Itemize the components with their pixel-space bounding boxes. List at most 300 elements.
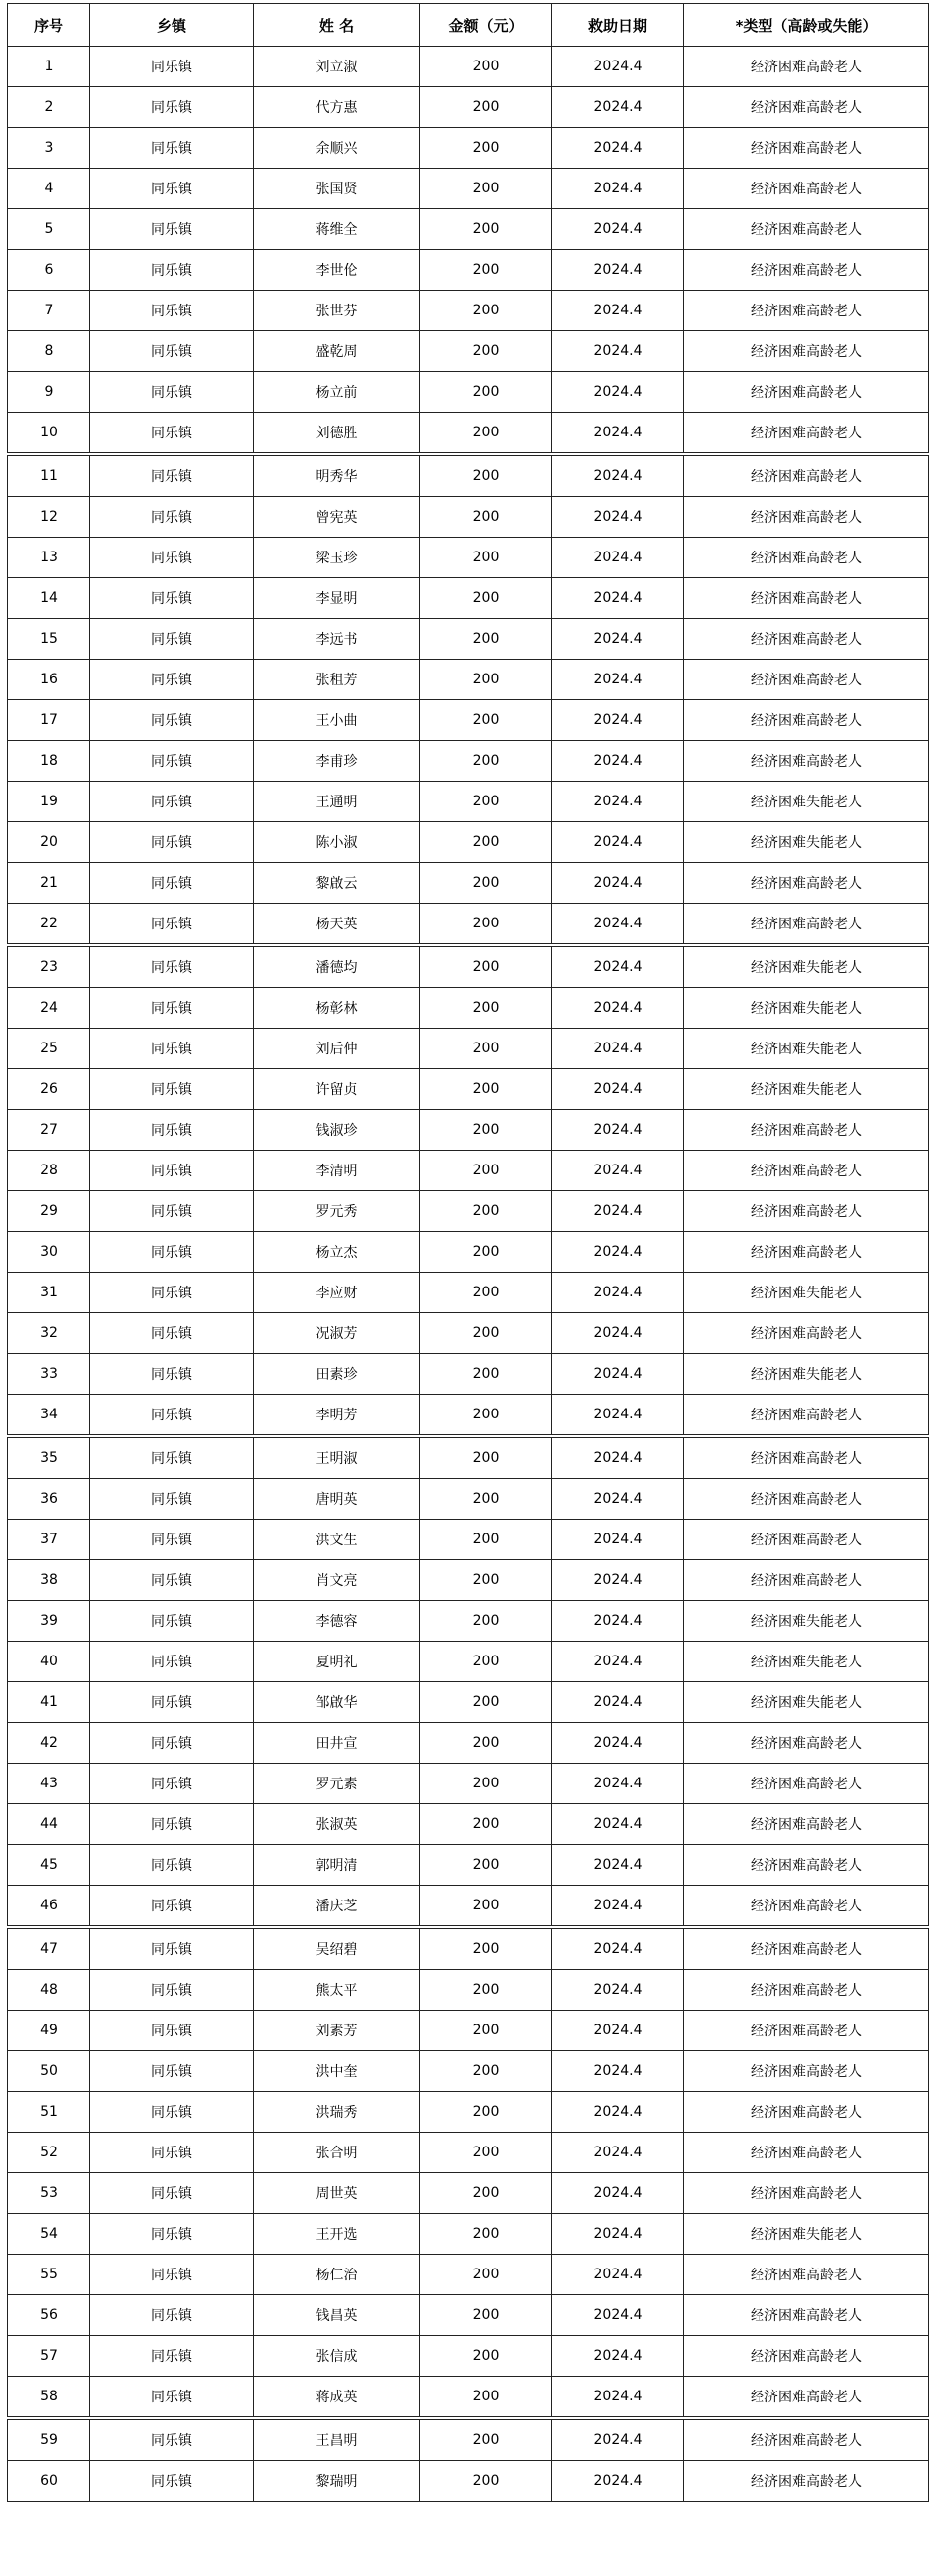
cell-seq: 37	[8, 1520, 90, 1560]
table-row	[8, 1110, 929, 1151]
table-row	[8, 700, 929, 741]
cell-town: 同乐镇	[90, 741, 254, 782]
cell-amount: 200	[420, 782, 552, 822]
cell-amount: 200	[420, 660, 552, 700]
table-row	[8, 904, 929, 946]
cell-name: 张国贤	[254, 169, 420, 209]
cell-seq: 35	[8, 1436, 90, 1479]
cell-type: 经济困难高龄老人	[684, 2173, 929, 2214]
cell-type: 经济困难高龄老人	[684, 1560, 929, 1601]
table-row	[8, 2051, 929, 2092]
cell-town: 同乐镇	[90, 2377, 254, 2419]
cell-date: 2024.4	[552, 822, 684, 863]
cell-town: 同乐镇	[90, 1151, 254, 1191]
cell-amount: 200	[420, 2051, 552, 2092]
cell-amount: 200	[420, 822, 552, 863]
cell-type: 经济困难高龄老人	[684, 1845, 929, 1886]
cell-date: 2024.4	[552, 2173, 684, 2214]
cell-name: 洪瑞秀	[254, 2092, 420, 2133]
cell-name: 刘德胜	[254, 413, 420, 455]
cell-name: 李世伦	[254, 250, 420, 291]
cell-date: 2024.4	[552, 1354, 684, 1395]
cell-town: 同乐镇	[90, 619, 254, 660]
cell-date: 2024.4	[552, 904, 684, 946]
table-row	[8, 1970, 929, 2011]
cell-town: 同乐镇	[90, 2295, 254, 2336]
table-row	[8, 1804, 929, 1845]
cell-town: 同乐镇	[90, 1682, 254, 1723]
cell-date: 2024.4	[552, 1723, 684, 1764]
cell-date: 2024.4	[552, 2377, 684, 2419]
cell-seq: 12	[8, 497, 90, 538]
table-row	[8, 2011, 929, 2051]
cell-name: 许留贞	[254, 1069, 420, 1110]
cell-date: 2024.4	[552, 578, 684, 619]
cell-town: 同乐镇	[90, 87, 254, 128]
cell-seq: 46	[8, 1886, 90, 1928]
cell-amount: 200	[420, 2214, 552, 2255]
cell-seq: 51	[8, 2092, 90, 2133]
table-row	[8, 2092, 929, 2133]
table-row	[8, 47, 929, 87]
cell-name: 黎瑞明	[254, 2461, 420, 2502]
cell-seq: 60	[8, 2461, 90, 2502]
cell-seq: 4	[8, 169, 90, 209]
cell-name: 刘素芳	[254, 2011, 420, 2051]
cell-seq: 38	[8, 1560, 90, 1601]
table-row	[8, 87, 929, 128]
cell-seq: 1	[8, 47, 90, 87]
cell-type: 经济困难失能老人	[684, 1354, 929, 1395]
cell-seq: 3	[8, 128, 90, 169]
cell-amount: 200	[420, 1069, 552, 1110]
cell-date: 2024.4	[552, 2133, 684, 2173]
cell-amount: 200	[420, 331, 552, 372]
cell-type: 经济困难高龄老人	[684, 209, 929, 250]
cell-name: 李清明	[254, 1151, 420, 1191]
cell-town: 同乐镇	[90, 2173, 254, 2214]
cell-seq: 58	[8, 2377, 90, 2419]
cell-date: 2024.4	[552, 619, 684, 660]
cell-amount: 200	[420, 209, 552, 250]
cell-type: 经济困难高龄老人	[684, 1886, 929, 1928]
cell-type: 经济困难高龄老人	[684, 1764, 929, 1804]
cell-type: 经济困难高龄老人	[684, 741, 929, 782]
cell-type: 经济困难高龄老人	[684, 700, 929, 741]
cell-amount: 200	[420, 1764, 552, 1804]
cell-seq: 7	[8, 291, 90, 331]
cell-amount: 200	[420, 1313, 552, 1354]
cell-amount: 200	[420, 291, 552, 331]
cell-name: 曾宪英	[254, 497, 420, 538]
cell-type: 经济困难高龄老人	[684, 1151, 929, 1191]
cell-seq: 20	[8, 822, 90, 863]
cell-date: 2024.4	[552, 2011, 684, 2051]
cell-seq: 59	[8, 2418, 90, 2461]
header-type: *类型（高龄或失能）	[684, 4, 929, 47]
cell-town: 同乐镇	[90, 2418, 254, 2461]
cell-date: 2024.4	[552, 250, 684, 291]
cell-type: 经济困难高龄老人	[684, 1723, 929, 1764]
cell-amount: 200	[420, 1723, 552, 1764]
cell-seq: 25	[8, 1029, 90, 1069]
table-body	[8, 47, 929, 2502]
cell-town: 同乐镇	[90, 1232, 254, 1273]
cell-name: 杨彰林	[254, 988, 420, 1029]
cell-type: 经济困难高龄老人	[684, 454, 929, 497]
cell-date: 2024.4	[552, 1886, 684, 1928]
cell-amount: 200	[420, 2133, 552, 2173]
cell-seq: 10	[8, 413, 90, 455]
cell-name: 吴绍碧	[254, 1927, 420, 1970]
cell-town: 同乐镇	[90, 1886, 254, 1928]
cell-name: 张租芳	[254, 660, 420, 700]
cell-amount: 200	[420, 1804, 552, 1845]
table-row	[8, 1845, 929, 1886]
cell-town: 同乐镇	[90, 1560, 254, 1601]
table-row	[8, 1232, 929, 1273]
cell-name: 唐明英	[254, 1479, 420, 1520]
cell-name: 刘后仲	[254, 1029, 420, 1069]
cell-town: 同乐镇	[90, 1601, 254, 1642]
cell-type: 经济困难失能老人	[684, 1273, 929, 1313]
cell-type: 经济困难高龄老人	[684, 619, 929, 660]
cell-town: 同乐镇	[90, 1804, 254, 1845]
table-row	[8, 2133, 929, 2173]
cell-type: 经济困难高龄老人	[684, 2255, 929, 2295]
cell-amount: 200	[420, 1642, 552, 1682]
cell-town: 同乐镇	[90, 1436, 254, 1479]
cell-seq: 9	[8, 372, 90, 413]
cell-town: 同乐镇	[90, 331, 254, 372]
cell-amount: 200	[420, 2011, 552, 2051]
cell-town: 同乐镇	[90, 128, 254, 169]
cell-seq: 22	[8, 904, 90, 946]
cell-name: 洪中奎	[254, 2051, 420, 2092]
table-row	[8, 863, 929, 904]
cell-town: 同乐镇	[90, 1354, 254, 1395]
table-row	[8, 619, 929, 660]
cell-name: 邹啟华	[254, 1682, 420, 1723]
cell-name: 罗元素	[254, 1764, 420, 1804]
cell-seq: 6	[8, 250, 90, 291]
table-row	[8, 1069, 929, 1110]
cell-amount: 200	[420, 1354, 552, 1395]
cell-amount: 200	[420, 372, 552, 413]
cell-type: 经济困难高龄老人	[684, 1232, 929, 1273]
cell-type: 经济困难高龄老人	[684, 291, 929, 331]
cell-amount: 200	[420, 1927, 552, 1970]
cell-name: 张世芬	[254, 291, 420, 331]
cell-amount: 200	[420, 578, 552, 619]
table-row	[8, 2461, 929, 2502]
cell-seq: 42	[8, 1723, 90, 1764]
cell-type: 经济困难高龄老人	[684, 413, 929, 455]
cell-amount: 200	[420, 2092, 552, 2133]
cell-name: 杨仁治	[254, 2255, 420, 2295]
cell-seq: 5	[8, 209, 90, 250]
cell-seq: 17	[8, 700, 90, 741]
cell-seq: 45	[8, 1845, 90, 1886]
cell-type: 经济困难高龄老人	[684, 660, 929, 700]
cell-name: 张合明	[254, 2133, 420, 2173]
cell-seq: 8	[8, 331, 90, 372]
table-row	[8, 291, 929, 331]
cell-amount: 200	[420, 700, 552, 741]
header-row	[8, 4, 929, 47]
cell-name: 杨立前	[254, 372, 420, 413]
cell-amount: 200	[420, 2336, 552, 2377]
header-amount: 金额（元）	[420, 4, 552, 47]
cell-amount: 200	[420, 2377, 552, 2419]
table-row	[8, 945, 929, 988]
cell-type: 经济困难高龄老人	[684, 1436, 929, 1479]
table-row	[8, 1029, 929, 1069]
cell-town: 同乐镇	[90, 1927, 254, 1970]
cell-name: 李远书	[254, 619, 420, 660]
table-row	[8, 1151, 929, 1191]
cell-seq: 21	[8, 863, 90, 904]
cell-date: 2024.4	[552, 1110, 684, 1151]
cell-date: 2024.4	[552, 1642, 684, 1682]
cell-type: 经济困难失能老人	[684, 1642, 929, 1682]
cell-date: 2024.4	[552, 1764, 684, 1804]
cell-seq: 33	[8, 1354, 90, 1395]
table-row	[8, 578, 929, 619]
cell-type: 经济困难高龄老人	[684, 47, 929, 87]
cell-date: 2024.4	[552, 372, 684, 413]
table-row	[8, 1723, 929, 1764]
cell-type: 经济困难高龄老人	[684, 2461, 929, 2502]
cell-name: 王明淑	[254, 1436, 420, 1479]
cell-name: 李明芳	[254, 1395, 420, 1437]
cell-date: 2024.4	[552, 128, 684, 169]
cell-name: 熊太平	[254, 1970, 420, 2011]
cell-seq: 18	[8, 741, 90, 782]
cell-date: 2024.4	[552, 2214, 684, 2255]
cell-date: 2024.4	[552, 2461, 684, 2502]
cell-amount: 200	[420, 1151, 552, 1191]
cell-name: 罗元秀	[254, 1191, 420, 1232]
cell-date: 2024.4	[552, 1069, 684, 1110]
cell-name: 钱昌英	[254, 2295, 420, 2336]
cell-type: 经济困难失能老人	[684, 1069, 929, 1110]
cell-type: 经济困难高龄老人	[684, 128, 929, 169]
cell-seq: 31	[8, 1273, 90, 1313]
cell-town: 同乐镇	[90, 169, 254, 209]
cell-date: 2024.4	[552, 782, 684, 822]
table-row	[8, 2173, 929, 2214]
cell-date: 2024.4	[552, 291, 684, 331]
cell-seq: 24	[8, 988, 90, 1029]
cell-town: 同乐镇	[90, 1110, 254, 1151]
cell-date: 2024.4	[552, 1970, 684, 2011]
table-row	[8, 1642, 929, 1682]
cell-seq: 14	[8, 578, 90, 619]
cell-seq: 53	[8, 2173, 90, 2214]
cell-date: 2024.4	[552, 413, 684, 455]
cell-type: 经济困难高龄老人	[684, 2051, 929, 2092]
cell-seq: 40	[8, 1642, 90, 1682]
cell-name: 王通明	[254, 782, 420, 822]
cell-type: 经济困难高龄老人	[684, 2336, 929, 2377]
cell-amount: 200	[420, 945, 552, 988]
cell-type: 经济困难高龄老人	[684, 1479, 929, 1520]
cell-seq: 49	[8, 2011, 90, 2051]
cell-seq: 34	[8, 1395, 90, 1437]
table-row	[8, 2255, 929, 2295]
cell-type: 经济困难失能老人	[684, 2214, 929, 2255]
cell-seq: 43	[8, 1764, 90, 1804]
cell-town: 同乐镇	[90, 2461, 254, 2502]
cell-type: 经济困难高龄老人	[684, 2092, 929, 2133]
cell-date: 2024.4	[552, 660, 684, 700]
cell-seq: 13	[8, 538, 90, 578]
cell-town: 同乐镇	[90, 2133, 254, 2173]
cell-date: 2024.4	[552, 1232, 684, 1273]
table-row	[8, 1395, 929, 1437]
cell-town: 同乐镇	[90, 538, 254, 578]
cell-amount: 200	[420, 128, 552, 169]
cell-type: 经济困难高龄老人	[684, 1313, 929, 1354]
cell-amount: 200	[420, 454, 552, 497]
cell-seq: 54	[8, 2214, 90, 2255]
cell-amount: 200	[420, 2461, 552, 2502]
cell-name: 蒋维全	[254, 209, 420, 250]
cell-date: 2024.4	[552, 1029, 684, 1069]
cell-town: 同乐镇	[90, 1395, 254, 1437]
cell-seq: 55	[8, 2255, 90, 2295]
cell-name: 王小曲	[254, 700, 420, 741]
table-row	[8, 2295, 929, 2336]
cell-seq: 2	[8, 87, 90, 128]
cell-amount: 200	[420, 988, 552, 1029]
table-row	[8, 1191, 929, 1232]
cell-town: 同乐镇	[90, 1069, 254, 1110]
cell-amount: 200	[420, 250, 552, 291]
cell-type: 经济困难高龄老人	[684, 2133, 929, 2173]
cell-type: 经济困难高龄老人	[684, 497, 929, 538]
cell-amount: 200	[420, 2255, 552, 2295]
cell-date: 2024.4	[552, 863, 684, 904]
cell-town: 同乐镇	[90, 209, 254, 250]
cell-seq: 27	[8, 1110, 90, 1151]
cell-date: 2024.4	[552, 47, 684, 87]
cell-type: 经济困难高龄老人	[684, 1520, 929, 1560]
cell-town: 同乐镇	[90, 413, 254, 455]
cell-date: 2024.4	[552, 1560, 684, 1601]
cell-town: 同乐镇	[90, 291, 254, 331]
cell-date: 2024.4	[552, 1520, 684, 1560]
cell-type: 经济困难高龄老人	[684, 169, 929, 209]
cell-town: 同乐镇	[90, 822, 254, 863]
relief-roster-sheet	[7, 3, 928, 2502]
table-row	[8, 1479, 929, 1520]
cell-name: 余顺兴	[254, 128, 420, 169]
cell-name: 夏明礼	[254, 1642, 420, 1682]
cell-date: 2024.4	[552, 700, 684, 741]
cell-type: 经济困难高龄老人	[684, 1804, 929, 1845]
table-row	[8, 782, 929, 822]
cell-type: 经济困难高龄老人	[684, 2295, 929, 2336]
cell-amount: 200	[420, 2173, 552, 2214]
cell-seq: 30	[8, 1232, 90, 1273]
cell-seq: 28	[8, 1151, 90, 1191]
cell-date: 2024.4	[552, 1804, 684, 1845]
table-row	[8, 372, 929, 413]
cell-name: 王昌明	[254, 2418, 420, 2461]
cell-name: 钱淑珍	[254, 1110, 420, 1151]
cell-date: 2024.4	[552, 538, 684, 578]
cell-name: 周世英	[254, 2173, 420, 2214]
cell-name: 张信成	[254, 2336, 420, 2377]
cell-seq: 48	[8, 1970, 90, 2011]
header-name: 姓 名	[254, 4, 420, 47]
cell-name: 杨立杰	[254, 1232, 420, 1273]
cell-town: 同乐镇	[90, 2092, 254, 2133]
cell-name: 肖文亮	[254, 1560, 420, 1601]
cell-name: 杨天英	[254, 904, 420, 946]
cell-date: 2024.4	[552, 331, 684, 372]
cell-date: 2024.4	[552, 1682, 684, 1723]
cell-date: 2024.4	[552, 2336, 684, 2377]
cell-town: 同乐镇	[90, 2336, 254, 2377]
cell-date: 2024.4	[552, 2092, 684, 2133]
header-date: 救助日期	[552, 4, 684, 47]
cell-type: 经济困难失能老人	[684, 822, 929, 863]
cell-amount: 200	[420, 1886, 552, 1928]
cell-name: 况淑芳	[254, 1313, 420, 1354]
cell-seq: 39	[8, 1601, 90, 1642]
table-row	[8, 1682, 929, 1723]
cell-date: 2024.4	[552, 1479, 684, 1520]
cell-date: 2024.4	[552, 169, 684, 209]
cell-type: 经济困难高龄老人	[684, 904, 929, 946]
table-row	[8, 1601, 929, 1642]
cell-town: 同乐镇	[90, 1520, 254, 1560]
cell-amount: 200	[420, 1395, 552, 1437]
cell-date: 2024.4	[552, 1313, 684, 1354]
cell-name: 李甫珍	[254, 741, 420, 782]
cell-date: 2024.4	[552, 988, 684, 1029]
cell-seq: 19	[8, 782, 90, 822]
table-row	[8, 538, 929, 578]
cell-town: 同乐镇	[90, 1642, 254, 1682]
table-row	[8, 250, 929, 291]
cell-date: 2024.4	[552, 1273, 684, 1313]
cell-type: 经济困难高龄老人	[684, 2418, 929, 2461]
cell-amount: 200	[420, 413, 552, 455]
cell-type: 经济困难高龄老人	[684, 1110, 929, 1151]
table-row	[8, 2377, 929, 2419]
cell-date: 2024.4	[552, 945, 684, 988]
cell-amount: 200	[420, 741, 552, 782]
cell-type: 经济困难高龄老人	[684, 1927, 929, 1970]
table-row	[8, 128, 929, 169]
cell-town: 同乐镇	[90, 372, 254, 413]
cell-amount: 200	[420, 1110, 552, 1151]
table-row	[8, 1560, 929, 1601]
cell-amount: 200	[420, 1273, 552, 1313]
cell-amount: 200	[420, 538, 552, 578]
table-row	[8, 2214, 929, 2255]
cell-date: 2024.4	[552, 1436, 684, 1479]
cell-date: 2024.4	[552, 1151, 684, 1191]
cell-seq: 47	[8, 1927, 90, 1970]
cell-seq: 57	[8, 2336, 90, 2377]
table-row	[8, 741, 929, 782]
cell-name: 代方惠	[254, 87, 420, 128]
